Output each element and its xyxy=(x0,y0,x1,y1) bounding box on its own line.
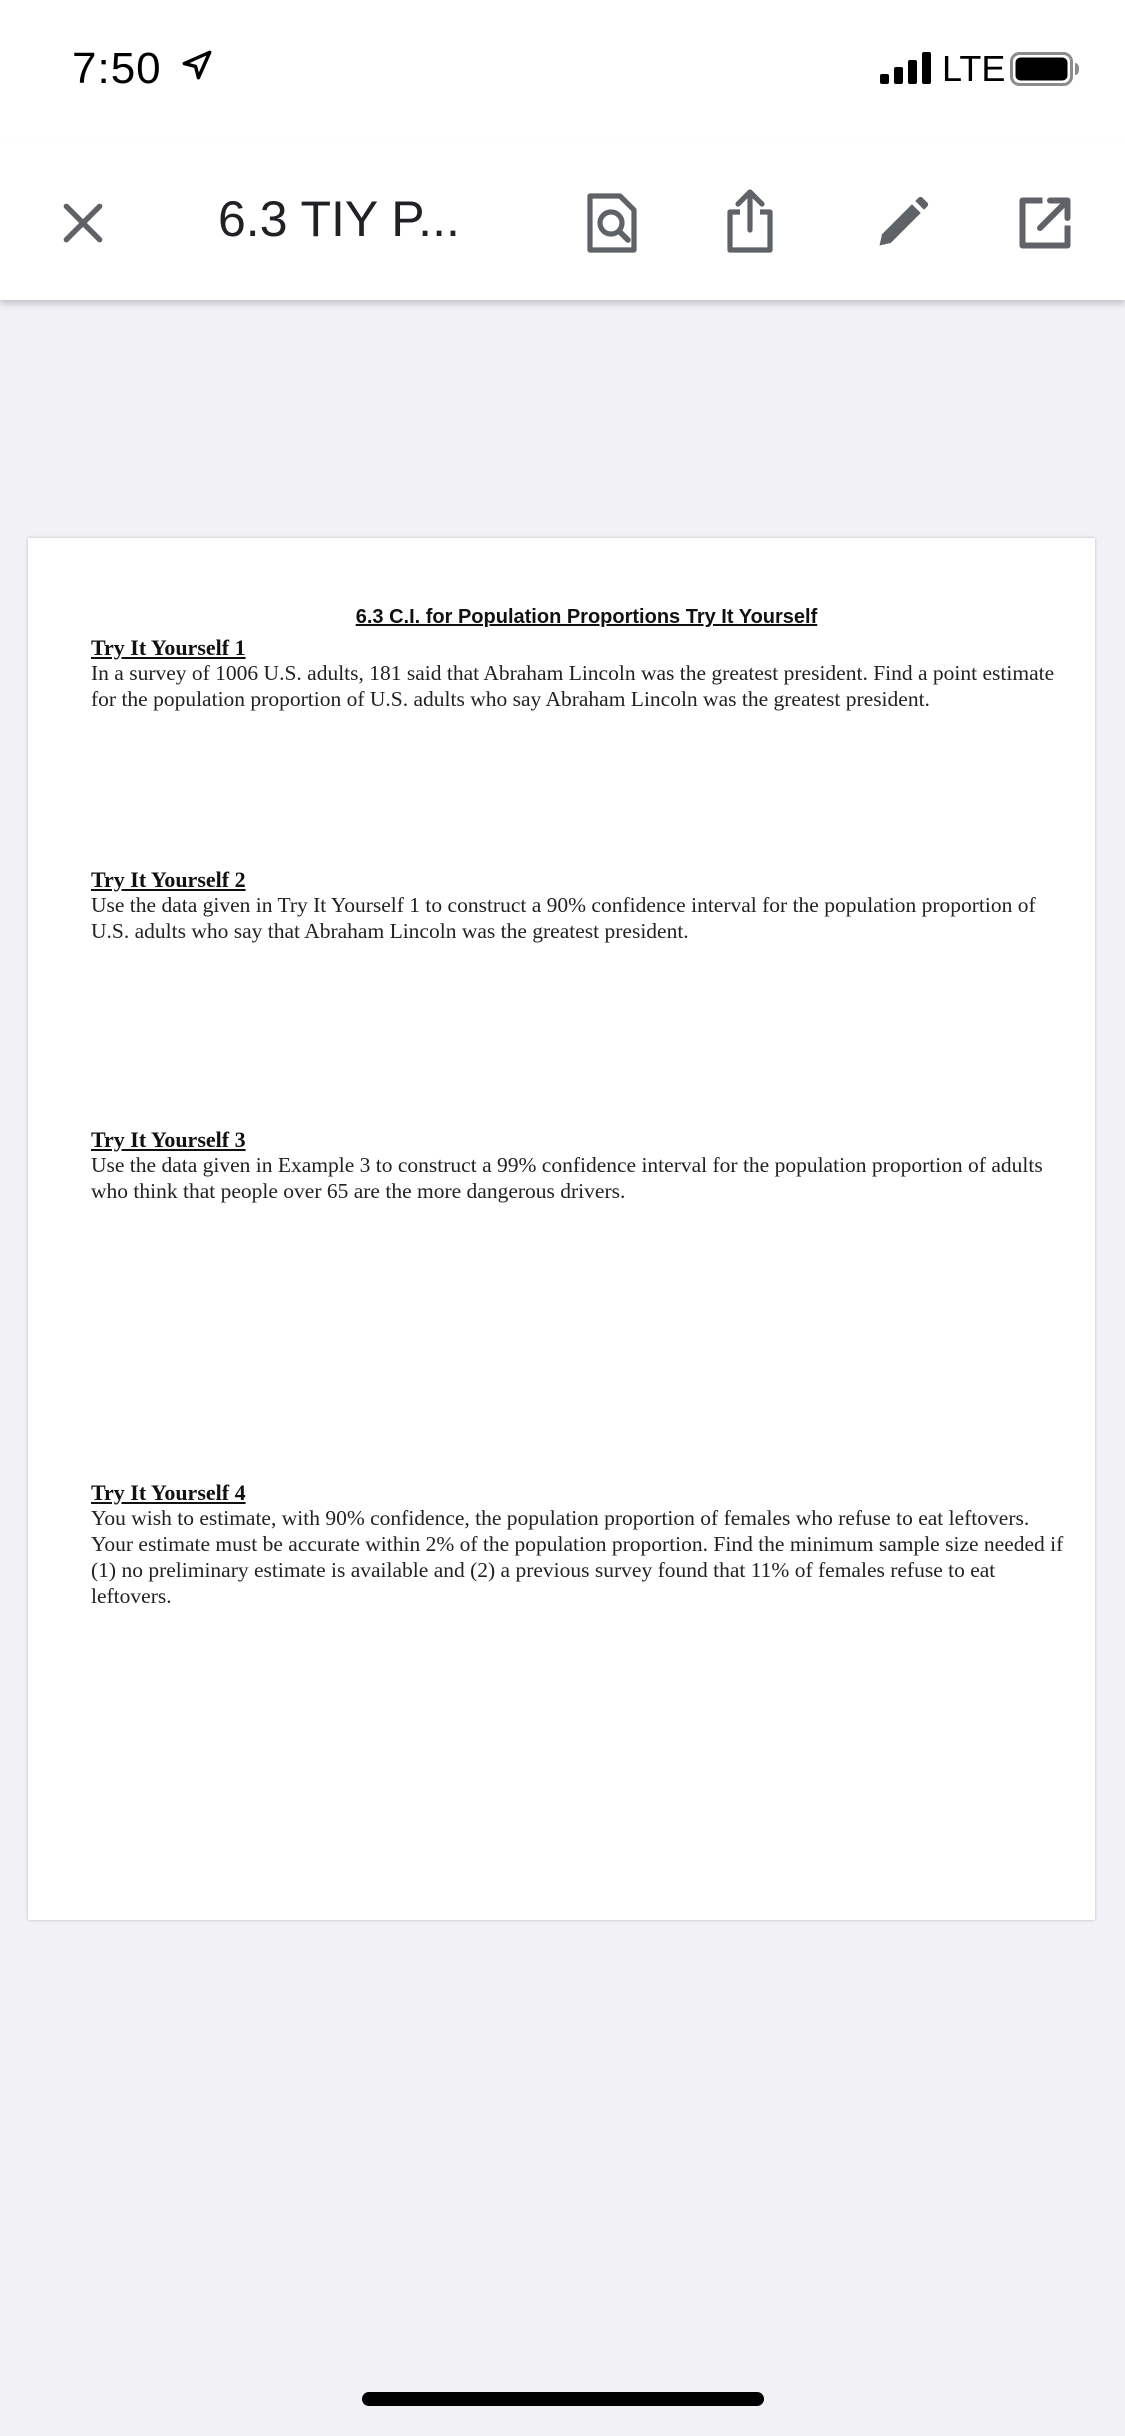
status-time: 7:50 xyxy=(72,44,162,93)
section-title: Try It Yourself 4 xyxy=(91,1480,246,1505)
section-body: Use the data given in Try It Yourself 1 to construct a 90% confidence interval for the population proportion of U.S. adults who say that Abraham Lincoln was the greatest president. xyxy=(91,893,1036,943)
close-button[interactable] xyxy=(50,190,116,256)
find-in-document-button[interactable] xyxy=(572,180,652,266)
section-body: In a survey of 1006 U.S. adults, 181 said that Abraham Lincoln was the greatest president. Find a point estimate for the population proportion of U.S. adults who say Abraham Lincoln was the greatest president. xyxy=(91,661,1055,711)
location-arrow-icon xyxy=(180,48,214,82)
try-it-yourself-2 xyxy=(91,868,1066,944)
find-in-document-icon xyxy=(582,190,642,256)
document-toolbar xyxy=(0,140,1125,300)
try-it-yourself-3 xyxy=(91,1128,1066,1204)
open-in-app-button[interactable] xyxy=(1005,180,1085,266)
edit-pencil-icon xyxy=(872,193,932,253)
section-body: Use the data given in Example 3 to construct a 99% confidence interval for the population proportion of adults who think that people over 65 are the more dangerous drivers. xyxy=(91,1153,1043,1203)
document-page xyxy=(28,538,1095,1920)
home-indicator[interactable] xyxy=(362,2392,764,2406)
section-title: Try It Yourself 3 xyxy=(91,1127,246,1152)
edit-button[interactable] xyxy=(862,180,942,266)
network-type-label: LTE xyxy=(942,48,1006,89)
document-title: 6.3 TIY P... xyxy=(218,191,460,247)
status-bar xyxy=(0,0,1125,140)
close-icon xyxy=(58,198,108,248)
signal-bars-icon xyxy=(880,52,936,84)
share-button[interactable] xyxy=(710,176,790,266)
section-title: Try It Yourself 2 xyxy=(91,867,246,892)
try-it-yourself-1 xyxy=(91,636,1066,712)
share-icon xyxy=(720,186,780,256)
open-external-icon xyxy=(1015,193,1075,253)
battery-icon xyxy=(1010,52,1080,86)
document-heading: 6.3 C.I. for Population Proportions Try It Yourself xyxy=(355,606,818,628)
section-body: You wish to estimate, with 90% confidence, the population proportion of females who refuse to eat leftovers. Your estimate must be accurate within 2% of the population proportion. Find the minimum sample size needed if (1) no preliminary estimate is available and (2) a previous survey found that 11% of females refuse to eat leftovers. xyxy=(91,1506,1064,1608)
try-it-yourself-4 xyxy=(91,1481,1066,1609)
section-title: Try It Yourself 1 xyxy=(91,635,246,660)
